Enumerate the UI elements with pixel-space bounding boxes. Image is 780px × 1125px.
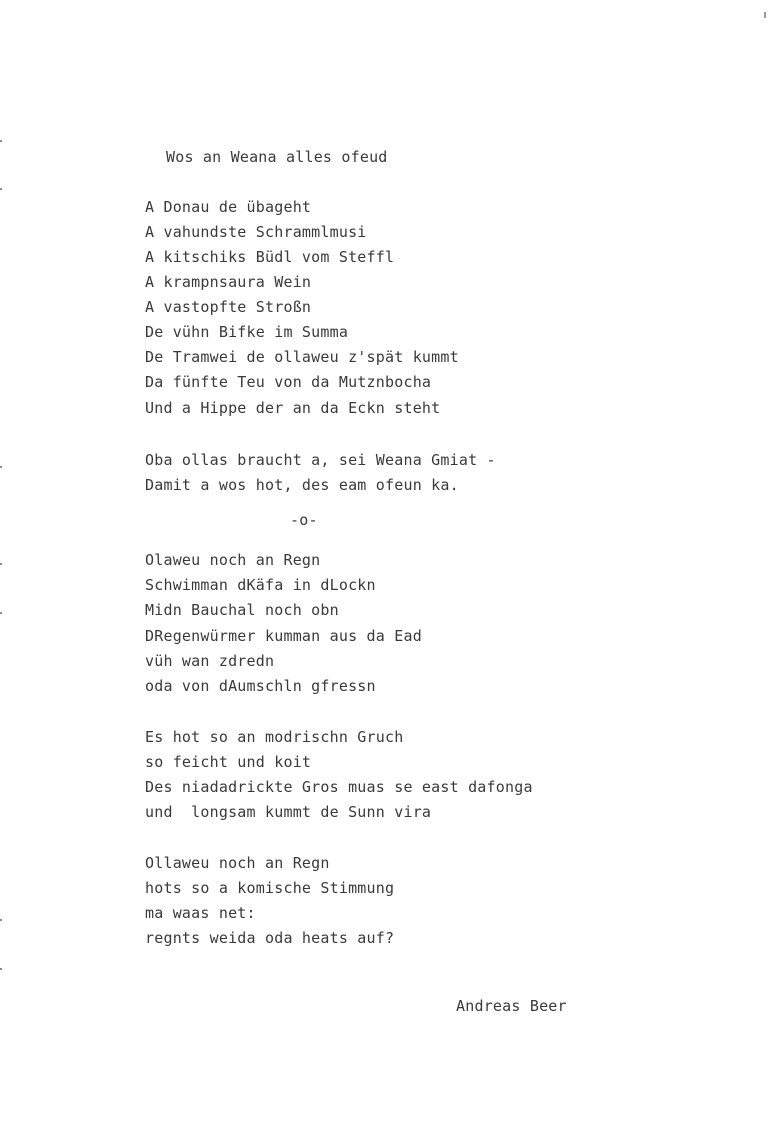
poem-line: De vühn Bifke im Summa <box>145 323 349 341</box>
poem-line: regnts weida oda heats auf? <box>145 929 395 947</box>
poem-line: A kitschiks Büdl vom Steffl <box>145 248 395 266</box>
scan-mark <box>0 563 2 565</box>
poem-line: so feicht und koit <box>145 753 312 771</box>
poem-line: ma waas net: <box>145 904 256 922</box>
poem-line: A Donau de übageht <box>145 198 312 216</box>
poem-line: vüh wan zdredn <box>145 652 275 670</box>
section-separator: -o- <box>290 511 318 529</box>
poem-line: Es hot so an modrischn Gruch <box>145 728 404 746</box>
poem-line: Damit a wos hot, des eam ofeun ka. <box>145 476 459 494</box>
poem-line: De Tramwei de ollaweu z'spät kummt <box>145 348 459 366</box>
poem-line: hots so a komische Stimmung <box>145 879 395 897</box>
poem-line: oda von dAumschln gfressn <box>145 677 376 695</box>
scan-mark <box>764 12 766 18</box>
poem-line: und longsam kummt de Sunn vira <box>145 803 432 821</box>
scan-mark <box>0 612 2 614</box>
poem-line: Oba ollas braucht a, sei Weana Gmiat - <box>145 451 496 469</box>
scan-mark <box>0 188 2 190</box>
poem-line: Olaweu noch an Regn <box>145 551 321 569</box>
poem-line: Midn Bauchal noch obn <box>145 601 339 619</box>
scan-mark <box>0 919 2 921</box>
poem-line: Ollaweu noch an Regn <box>145 854 330 872</box>
poem-line: A vahundste Schrammlmusi <box>145 223 367 241</box>
author-signature: Andreas Beer <box>456 997 567 1015</box>
scan-mark <box>0 140 2 142</box>
scan-mark <box>0 968 2 970</box>
poem-line: Des niadadrickte Gros muas se east dafonga <box>145 778 533 796</box>
poem-line: DRegenwürmer kumman aus da Ead <box>145 627 422 645</box>
poem-line: Schwimman dKäfa in dLockn <box>145 576 376 594</box>
poem-line: Da fünfte Teu von da Mutznbocha <box>145 373 432 391</box>
poem-line: Und a Hippe der an da Eckn steht <box>145 399 441 417</box>
scan-mark <box>0 466 2 468</box>
poem-title: Wos an Weana alles ofeud <box>166 148 388 166</box>
poem-line: A krampnsaura Wein <box>145 273 312 291</box>
poem-line: A vastopfte Stroßn <box>145 298 312 316</box>
